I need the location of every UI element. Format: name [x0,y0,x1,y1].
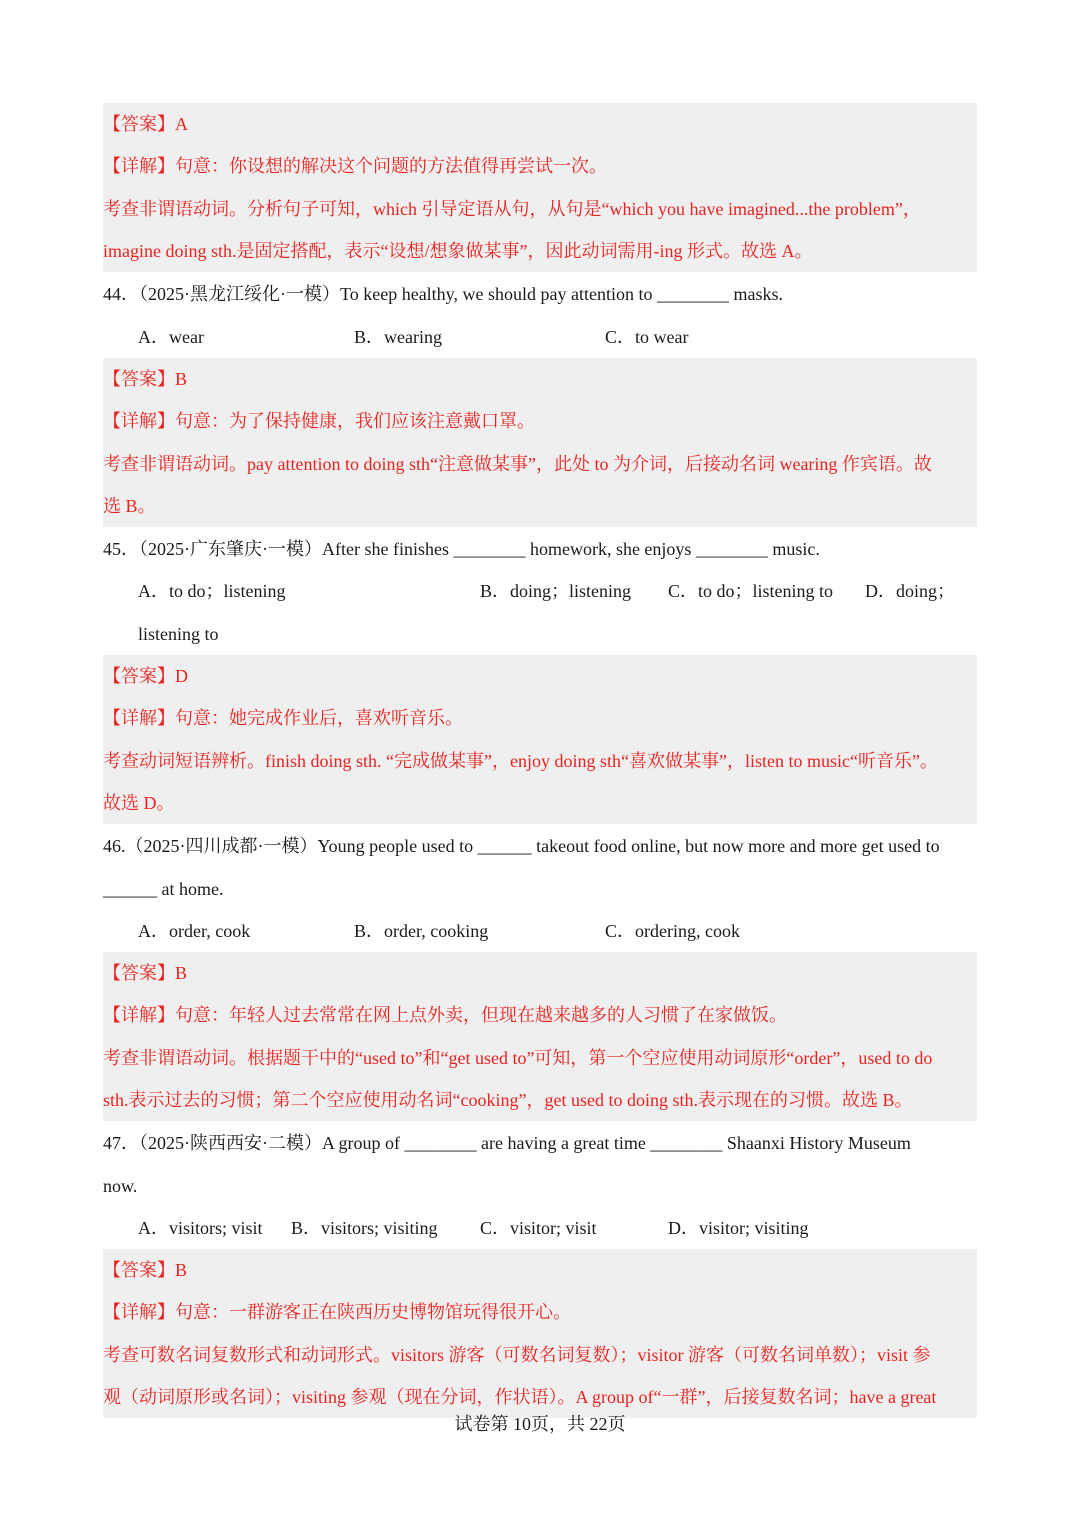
question-45-stem: 45．（2025·广东肇庆·一模）After she finishes ________ homework, she enjoys ________ music. [103,539,820,559]
answer-box-46 [103,952,977,1121]
question-45-option-c: C．to do；listening to [668,581,834,601]
question-44-option-b: B．wearing [354,327,442,347]
analysis-46-line1: 考查非谓语动词。根据题干中的“used to”和“get used to”可知，第一个空应使用动词原形“order”，used to do [103,1048,933,1068]
question-47-option-c: C．visitor; visit [480,1218,597,1238]
answer-box-45 [103,655,977,824]
analysis-44-line1: 考查非谓语动词。pay attention to doing sth“注意做某事”，此处 to 为介词，后接动名词 wearing 作宾语。故 [103,454,932,474]
question-46-stem-line2: ______ at home. [103,879,224,899]
answer-45: 【答案】D [103,666,188,686]
analysis-43-line1: 考查非谓语动词。分析句子可知，which 引导定语从句，从句是“which you have imagined...the problem”， [103,199,921,219]
question-46-stem-line1: 46.（2025·四川成都·一模）Young people used to ______ takeout food online, but now more and more get used to [103,836,940,856]
analysis-46-line2: sth.表示过去的习惯；第二个空应使用动名词“cooking”，get used to doing sth.表示现在的习惯。故选 B。 [103,1090,913,1110]
detail-45: 【详解】句意：她完成作业后，喜欢听音乐。 [103,708,463,728]
answer-46: 【答案】B [103,963,188,983]
analysis-47-line2: 观（动词原形或名词）；visiting 参观（现在分词，作状语）。A group of“一群”，后接复数名词；have a great [103,1387,937,1407]
page-footer: 试卷第 10页，共 22页 [454,1414,626,1434]
answer-box-43 [103,103,977,272]
question-44-option-a: A．wear [138,327,204,347]
question-44-option-c: C．to wear [605,327,689,347]
detail-46: 【详解】句意：年轻人过去常常在网上点外卖，但现在越来越多的人习惯了在家做饭。 [103,1005,787,1025]
analysis-44-line2: 选 B。 [103,496,156,516]
answer-44: 【答案】B [103,369,188,389]
question-44-stem: 44．（2025·黑龙江绥化·一模）To keep healthy, we should pay attention to ________ masks. [103,284,783,304]
answer-47: 【答案】B [103,1260,188,1280]
detail-47: 【详解】句意：一群游客正在陕西历史博物馆玩得很开心。 [103,1302,571,1322]
analysis-45-line1: 考查动词短语辨析。finish doing sth. “完成做某事”，enjoy doing sth“喜欢做某事”，listen to music“听音乐”。 [103,751,938,771]
detail-44: 【详解】句意：为了保持健康，我们应该注意戴口罩。 [103,411,535,431]
analysis-47-line1: 考查可数名词复数形式和动词形式。visitors 游客（可数名词复数）；visitor 游客（可数名词单数）；visit 参 [103,1345,931,1365]
answer-43: 【答案】A [103,114,188,134]
question-47-stem-line2: now. [103,1176,138,1196]
question-47-option-b: B．visitors; visiting [291,1218,438,1238]
question-45-option-b: B．doing；listening [480,581,632,601]
question-47-stem-line1: 47．（2025·陕西西安·二模）A group of ________ are having a great time ________ Shaanxi History Museum [103,1133,911,1153]
question-45-option-d-wrap: listening to [138,624,219,644]
question-47-option-a: A．visitors; visit [138,1218,263,1238]
question-46-option-a: A．order, cook [138,921,251,941]
analysis-45-line2: 故选 D。 [103,793,175,813]
question-46-option-b: B．order, cooking [354,921,489,941]
question-45-option-a: A．to do；listening [138,581,286,601]
question-46-option-c: C．ordering, cook [605,921,740,941]
detail-43: 【详解】句意：你设想的解决这个问题的方法值得再尝试一次。 [103,156,607,176]
answer-box-44 [103,358,977,527]
answer-box-47 [103,1249,977,1418]
analysis-43-line2: imagine doing sth.是固定搭配，表示“设想/想象做某事”，因此动词需用-ing 形式。故选 A。 [103,241,813,261]
question-45-option-d: D．doing； [865,581,955,601]
question-47-option-d: D．visitor; visiting [668,1218,809,1238]
